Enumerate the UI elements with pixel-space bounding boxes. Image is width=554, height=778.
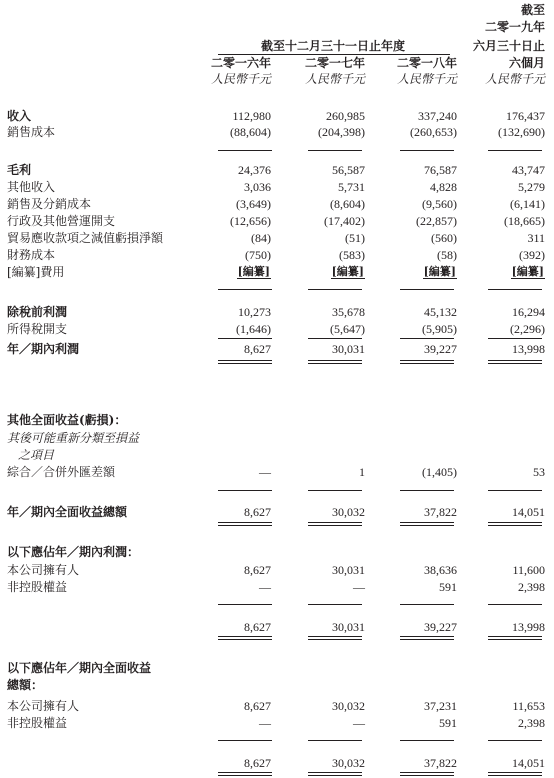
row-label: 總額： — [7, 678, 44, 692]
row-value: 39,227 — [424, 342, 457, 356]
row-value: (750) — [245, 248, 271, 262]
row-value: 8,627 — [244, 699, 271, 713]
row-value: 30,032 — [332, 505, 365, 519]
col-header-2018: 二零一八年 — [396, 56, 457, 70]
row-label: 其他收入 — [7, 180, 56, 194]
total-double-rule — [400, 522, 454, 526]
row-value: — — [259, 716, 271, 730]
row-label: 除稅前利潤 — [7, 305, 68, 319]
last-col-header-3: 六月三十日止 — [472, 39, 545, 53]
row-label: 年／期內利潤 — [7, 342, 80, 356]
row-label: 之項目 — [18, 448, 55, 462]
row-value: (8,604) — [330, 197, 365, 211]
row-value: 260,985 — [326, 109, 365, 123]
col-header-2016: 二零一六年 — [210, 56, 271, 70]
row-value: (12,656) — [230, 214, 271, 228]
total-double-rule — [308, 772, 362, 776]
subtotal-rule — [488, 338, 542, 339]
subtotal-rule — [488, 490, 542, 491]
row-value: (88,604) — [230, 125, 271, 139]
subtotal-rule — [218, 604, 272, 605]
row-value: (204,398) — [318, 125, 365, 139]
row-value: 8,627 — [244, 505, 271, 519]
row-value: 10,273 — [238, 305, 271, 319]
total-double-rule — [218, 522, 272, 526]
last-col-header-2: 二零一九年 — [484, 20, 545, 34]
row-value: 16,294 — [512, 305, 545, 319]
total-double-rule — [308, 522, 362, 526]
last-col-header-4: 六個月 — [508, 56, 545, 70]
row-value: 3,036 — [244, 180, 271, 194]
subtotal-rule — [308, 490, 362, 491]
row-value: 24,376 — [238, 163, 271, 177]
total-double-rule — [308, 360, 362, 364]
row-value: (6,141) — [510, 197, 545, 211]
row-value: 38,636 — [424, 563, 457, 577]
total-double-rule — [400, 636, 454, 640]
row-value: (392) — [519, 248, 545, 262]
subtotal-rule — [218, 150, 272, 151]
subtotal-rule — [400, 740, 454, 741]
redacted-mark: [編纂] — [237, 265, 270, 278]
row-value: (22,857) — [416, 214, 457, 228]
total-double-rule — [400, 360, 454, 364]
total-double-rule — [488, 772, 542, 776]
total-double-rule — [218, 636, 272, 640]
row-value: (260,653) — [410, 125, 457, 139]
row-value: 8,627 — [244, 756, 271, 770]
subtotal-rule — [308, 289, 362, 290]
row-label: 毛利 — [7, 163, 32, 177]
row-value: 45,132 — [424, 305, 457, 319]
row-value: 8,627 — [244, 563, 271, 577]
row-value — [237, 265, 271, 279]
row-value: 13,998 — [512, 620, 545, 634]
row-value: (58) — [437, 248, 457, 262]
row-value: 11,653 — [512, 699, 545, 713]
row-value: 14,051 — [512, 756, 545, 770]
row-value: (51) — [345, 231, 365, 245]
row-label: 其他全面收益(虧損)： — [7, 413, 127, 427]
row-value — [423, 265, 457, 279]
row-value: — — [353, 580, 365, 594]
total-double-rule — [308, 636, 362, 640]
row-value: 53 — [533, 465, 545, 479]
row-label: 銷售及分銷成本 — [7, 197, 92, 211]
total-double-rule — [488, 522, 542, 526]
row-value: (5,647) — [330, 322, 365, 336]
total-double-rule — [488, 360, 542, 364]
row-label: 非控股權益 — [7, 580, 68, 594]
row-value: — — [353, 716, 365, 730]
subtotal-rule — [218, 338, 272, 339]
row-label: 所得稅開支 — [7, 322, 68, 336]
row-value: 112,980 — [232, 109, 271, 123]
row-value: (5,905) — [422, 322, 457, 336]
subtotal-rule — [488, 604, 542, 605]
row-value: 8,627 — [244, 620, 271, 634]
total-double-rule — [218, 772, 272, 776]
subtotal-rule — [308, 604, 362, 605]
row-value: 1 — [359, 465, 365, 479]
last-col-header-1: 截至 — [520, 3, 545, 17]
row-value: (18,665) — [504, 214, 545, 228]
row-value: (84) — [251, 231, 271, 245]
row-value — [331, 265, 365, 279]
row-value: 43,747 — [512, 163, 545, 177]
row-value: 30,032 — [332, 699, 365, 713]
row-value: 8,627 — [244, 342, 271, 356]
row-value — [511, 265, 545, 279]
row-label: 其後可能重新分類至損益 — [7, 431, 140, 445]
col-header-2017: 二零一七年 — [304, 56, 365, 70]
row-value: 37,822 — [424, 756, 457, 770]
row-value: (2,296) — [510, 322, 545, 336]
subtotal-rule — [308, 740, 362, 741]
redacted-mark: [編纂] — [423, 265, 456, 278]
row-value: (583) — [339, 248, 365, 262]
subtotal-rule — [218, 740, 272, 741]
row-value: (1,646) — [236, 322, 271, 336]
row-label: 以下應佔年／期內全面收益 — [7, 661, 152, 675]
row-label: 行政及其他營運開支 — [7, 214, 116, 228]
row-value: 39,227 — [424, 620, 457, 634]
subtotal-rule — [400, 338, 454, 339]
unit-2019: 人民幣千元 — [484, 72, 545, 86]
row-value: 2,398 — [518, 716, 545, 730]
row-value: — — [259, 580, 271, 594]
row-value: (1,405) — [422, 465, 457, 479]
row-value: 591 — [439, 580, 457, 594]
row-value: 30,031 — [332, 620, 365, 634]
row-label: 財務成本 — [7, 248, 56, 262]
subtotal-rule — [308, 338, 362, 339]
row-label: 綜合／合併外匯差額 — [7, 465, 116, 479]
row-value: 30,031 — [332, 342, 365, 356]
row-label: 銷售成本 — [7, 125, 56, 139]
row-value: 4,828 — [430, 180, 457, 194]
row-value: (132,690) — [498, 125, 545, 139]
row-value: 337,240 — [418, 109, 457, 123]
row-label: 本公司擁有人 — [7, 699, 80, 713]
row-value: (9,560) — [422, 197, 457, 211]
total-double-rule — [400, 772, 454, 776]
row-value: (3,649) — [236, 197, 271, 211]
row-value: — — [259, 465, 271, 479]
row-value: 56,587 — [332, 163, 365, 177]
unit-2016: 人民幣千元 — [210, 72, 271, 86]
row-value: 2,398 — [518, 580, 545, 594]
row-label: [編纂]費用 — [7, 265, 65, 279]
row-value: 37,231 — [424, 699, 457, 713]
subtotal-rule — [218, 490, 272, 491]
subtotal-rule — [308, 150, 362, 151]
row-value: 311 — [527, 231, 545, 245]
row-label: 收入 — [7, 109, 32, 123]
redacted-mark: [編纂] — [511, 265, 544, 278]
row-label: 以下應佔年／期內利潤： — [7, 545, 140, 559]
subtotal-rule — [400, 289, 454, 290]
row-value: (17,402) — [324, 214, 365, 228]
subtotal-rule — [400, 150, 454, 151]
row-value: 13,998 — [512, 342, 545, 356]
row-value: 14,051 — [512, 505, 545, 519]
row-value: 591 — [439, 716, 457, 730]
row-value: 30,031 — [332, 563, 365, 577]
row-value: 30,032 — [332, 756, 365, 770]
row-label: 非控股權益 — [7, 716, 68, 730]
row-value: 35,678 — [332, 305, 365, 319]
row-value: 76,587 — [424, 163, 457, 177]
subtotal-rule — [488, 289, 542, 290]
row-label: 本公司擁有人 — [7, 563, 80, 577]
row-value: 5,279 — [518, 180, 545, 194]
period-group-header: 截至十二月三十一日止年度 — [260, 39, 405, 53]
row-value: 176,437 — [506, 109, 545, 123]
subtotal-rule — [488, 740, 542, 741]
row-value: 37,822 — [424, 505, 457, 519]
total-double-rule — [218, 360, 272, 364]
row-label: 貿易應收款項之減值虧損淨額 — [7, 231, 164, 245]
row-label: 年／期內全面收益總額 — [7, 505, 128, 519]
subtotal-rule — [400, 490, 454, 491]
row-value: 11,600 — [512, 563, 545, 577]
subtotal-rule — [218, 289, 272, 290]
total-double-rule — [488, 636, 542, 640]
unit-2018: 人民幣千元 — [396, 72, 457, 86]
unit-2017: 人民幣千元 — [304, 72, 365, 86]
row-value: (560) — [431, 231, 457, 245]
row-value: 5,731 — [338, 180, 365, 194]
subtotal-rule — [400, 604, 454, 605]
redacted-mark: [編纂] — [331, 265, 364, 278]
subtotal-rule — [488, 150, 542, 151]
